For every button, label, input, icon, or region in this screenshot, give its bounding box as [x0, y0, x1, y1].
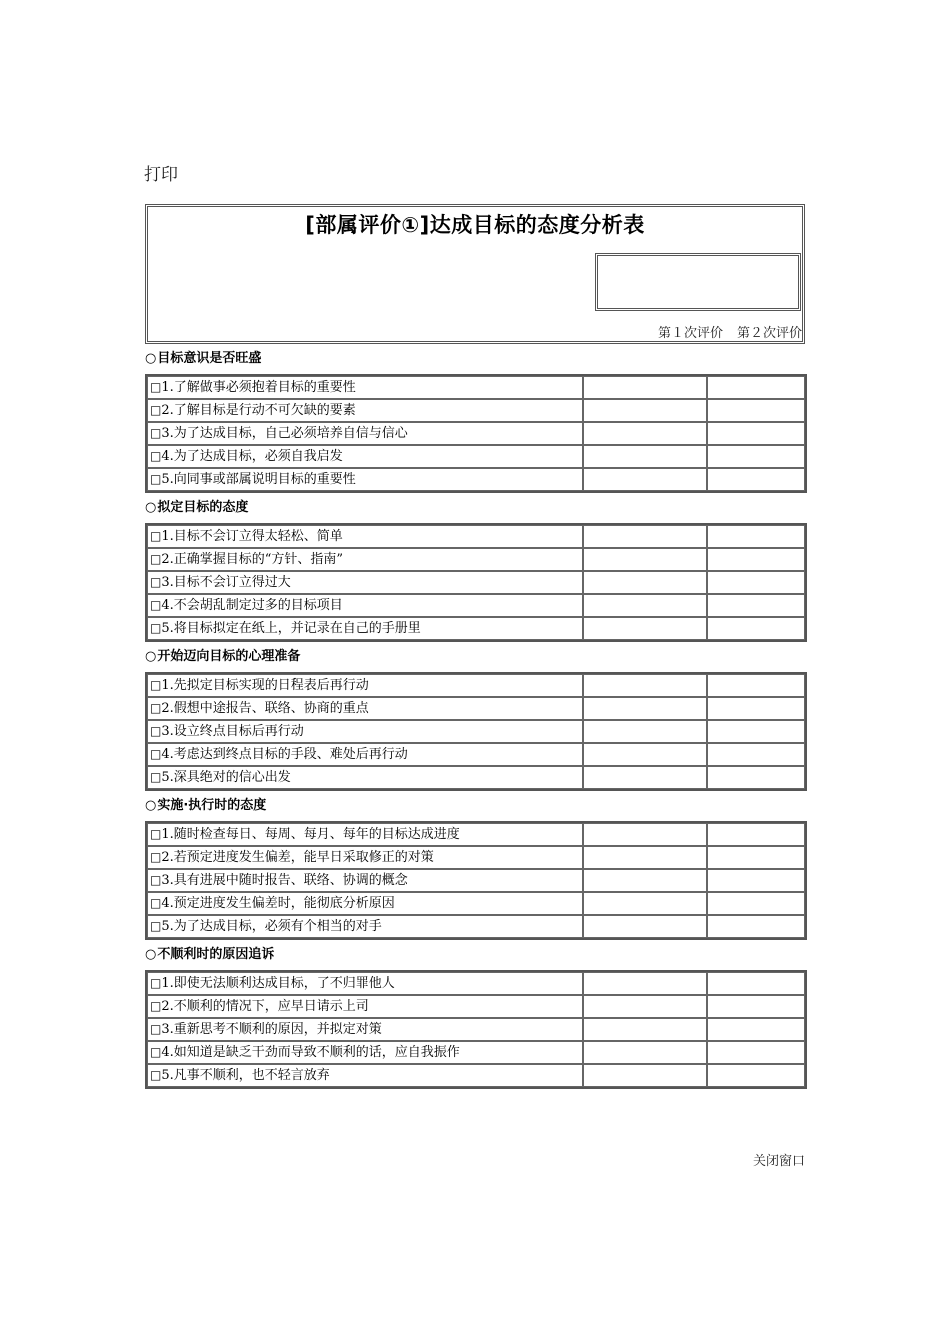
item-label-cell — [147, 468, 583, 491]
second-evaluation-cell[interactable] — [707, 995, 805, 1018]
first-evaluation-cell[interactable] — [583, 766, 707, 789]
section-title — [145, 642, 805, 672]
checkbox-icon[interactable]: □ — [150, 850, 162, 864]
checkbox-icon[interactable]: □ — [150, 380, 162, 394]
second-evaluation-cell[interactable] — [707, 1064, 805, 1087]
first-evaluation-cell[interactable] — [583, 594, 707, 617]
item-row — [147, 823, 805, 846]
item-text: 5.将目标拟定在纸上，并记录在自己的手册里 — [161, 621, 421, 636]
item-row — [147, 892, 805, 915]
item-row — [147, 915, 805, 938]
first-evaluation-cell[interactable] — [583, 846, 707, 869]
checkbox-icon[interactable]: □ — [150, 976, 162, 990]
item-label-cell — [147, 915, 583, 938]
first-evaluation-cell[interactable] — [583, 399, 707, 422]
checkbox-icon[interactable]: □ — [150, 1068, 162, 1082]
second-evaluation-cell[interactable] — [707, 697, 805, 720]
item-label-cell — [147, 1041, 583, 1064]
item-row — [147, 720, 805, 743]
item-label-cell — [147, 743, 583, 766]
second-evaluation-cell[interactable] — [707, 548, 805, 571]
item-text: 2.假想中途报告、联络、协商的重点 — [161, 701, 369, 716]
first-evaluation-cell[interactable] — [583, 571, 707, 594]
first-evaluation-cell[interactable] — [583, 422, 707, 445]
first-evaluation-cell[interactable] — [583, 915, 707, 938]
items-table — [145, 672, 807, 791]
second-evaluation-cell[interactable] — [707, 525, 805, 548]
checkbox-icon[interactable]: □ — [150, 827, 162, 841]
first-evaluation-cell[interactable] — [583, 445, 707, 468]
item-text: 3.目标不会订立得过大 — [161, 575, 291, 590]
item-label-cell — [147, 617, 583, 640]
checkbox-icon[interactable]: □ — [150, 770, 162, 784]
first-evaluation-cell[interactable] — [583, 892, 707, 915]
checkbox-icon[interactable]: □ — [150, 1045, 162, 1059]
first-evaluation-cell[interactable] — [583, 376, 707, 399]
second-evaluation-cell[interactable] — [707, 720, 805, 743]
section-title-text: 不顺利时的原因追诉 — [157, 947, 275, 962]
checkbox-icon[interactable]: □ — [150, 999, 162, 1013]
item-label-cell — [147, 697, 583, 720]
second-evaluation-cell[interactable] — [707, 915, 805, 938]
evaluation-form — [145, 204, 805, 1089]
section-title — [145, 493, 805, 523]
item-row — [147, 869, 805, 892]
circle-bullet-icon: ○ — [145, 798, 157, 813]
first-evaluation-cell[interactable] — [583, 697, 707, 720]
item-text: 3.为了达成目标，自己必须培养自信与信心 — [161, 426, 408, 441]
second-evaluation-cell[interactable] — [707, 617, 805, 640]
item-text: 5.深具绝对的信心出发 — [161, 770, 291, 785]
item-text: 4.为了达成目标，必须自我启发 — [161, 449, 343, 464]
item-text: 1.随时检查每日、每周、每月、每年的目标达成进度 — [161, 827, 460, 842]
item-row — [147, 743, 805, 766]
checkbox-icon[interactable]: □ — [150, 575, 162, 589]
first-evaluation-cell[interactable] — [583, 1041, 707, 1064]
item-label-cell — [147, 995, 583, 1018]
item-text: 3.重新思考不顺利的原因，并拟定对策 — [161, 1022, 382, 1037]
item-row — [147, 697, 805, 720]
item-label-cell — [147, 525, 583, 548]
form-title: [部属评价①]达成目标的态度分析表 — [305, 213, 645, 237]
item-text: 1.即使无法顺利达成目标，了不归罪他人 — [161, 976, 395, 991]
second-evaluation-cell[interactable] — [707, 399, 805, 422]
item-row — [147, 846, 805, 869]
checkbox-icon[interactable]: □ — [150, 472, 162, 486]
checkbox-icon[interactable]: □ — [150, 552, 162, 566]
item-label-cell — [147, 1064, 583, 1087]
item-label-cell — [147, 766, 583, 789]
first-evaluation-cell[interactable] — [583, 1064, 707, 1087]
item-row — [147, 594, 805, 617]
first-evaluation-cell[interactable] — [583, 823, 707, 846]
item-text: 4.如知道是缺乏干劲而导致不顺利的话，应自我振作 — [161, 1045, 460, 1060]
items-table — [145, 970, 807, 1089]
checkbox-icon[interactable]: □ — [150, 919, 162, 933]
second-evaluation-cell[interactable] — [707, 468, 805, 491]
form-header — [145, 204, 805, 344]
item-label-cell — [147, 1018, 583, 1041]
items-table — [145, 523, 807, 642]
item-text: 2.正确掌握目标的“方针、指南” — [161, 552, 344, 567]
item-row — [147, 445, 805, 468]
second-evaluation-cell[interactable] — [707, 376, 805, 399]
item-text: 4.预定进度发生偏差时，能彻底分析原因 — [161, 896, 395, 911]
second-evaluation-cell[interactable] — [707, 972, 805, 995]
checkbox-icon[interactable]: □ — [150, 621, 162, 635]
first-evaluation-cell[interactable] — [583, 1018, 707, 1041]
item-label-cell — [147, 846, 583, 869]
checkbox-icon[interactable]: □ — [150, 426, 162, 440]
item-row — [147, 399, 805, 422]
item-row — [147, 1018, 805, 1041]
section-title-text: 实施·执行时的态度 — [157, 798, 267, 813]
item-text: 4.不会胡乱制定过多的目标项目 — [161, 598, 343, 613]
item-label-cell — [147, 445, 583, 468]
item-label-cell — [147, 376, 583, 399]
checkbox-icon[interactable]: □ — [150, 724, 162, 738]
first-evaluation-cell[interactable] — [583, 548, 707, 571]
item-text: 5.凡事不顺利，也不轻言放弃 — [161, 1068, 330, 1083]
item-row — [147, 422, 805, 445]
item-text: 2.了解目标是行动不可欠缺的要素 — [161, 403, 356, 418]
item-text: 3.设立终点目标后再行动 — [161, 724, 304, 739]
item-label-cell — [147, 674, 583, 697]
item-label-cell — [147, 972, 583, 995]
checkbox-icon[interactable]: □ — [150, 747, 162, 761]
checkbox-icon[interactable]: □ — [150, 873, 162, 887]
second-evaluation-cell[interactable] — [707, 869, 805, 892]
section-title — [145, 791, 805, 821]
second-evaluation-cell[interactable] — [707, 1018, 805, 1041]
item-label-cell — [147, 399, 583, 422]
item-text: 5.向同事或部属说明目标的重要性 — [161, 472, 356, 487]
second-evaluation-cell[interactable] — [707, 743, 805, 766]
second-evaluation-cell[interactable] — [707, 674, 805, 697]
item-row — [147, 1041, 805, 1064]
item-row — [147, 468, 805, 491]
section-title-text: 目标意识是否旺盛 — [157, 351, 262, 366]
circle-bullet-icon: ○ — [145, 649, 157, 664]
item-row — [147, 571, 805, 594]
checkbox-icon[interactable]: □ — [150, 701, 162, 715]
second-evaluation-header: 第２次评价 — [736, 326, 802, 341]
first-evaluation-cell[interactable] — [583, 674, 707, 697]
item-text: 4.考虑达到终点目标的手段、难处后再行动 — [161, 747, 408, 762]
second-evaluation-cell[interactable] — [707, 846, 805, 869]
checkbox-icon[interactable]: □ — [150, 403, 162, 417]
section-title — [145, 344, 805, 374]
name-box — [595, 253, 801, 311]
item-text: 1.先拟定目标实现的日程表后再行动 — [161, 678, 369, 693]
first-evaluation-header: 第１次评价 — [657, 326, 723, 341]
section-title-text: 开始迈向目标的心理准备 — [157, 649, 301, 664]
items-table — [145, 821, 807, 940]
items-table — [145, 374, 807, 493]
item-label-cell — [147, 892, 583, 915]
item-row — [147, 617, 805, 640]
close-window-link[interactable]: 关闭窗口 — [752, 1154, 805, 1169]
item-text: 5.为了达成目标，必须有个相当的对手 — [161, 919, 382, 934]
item-text: 3.具有进展中随时报告、联络、协调的概念 — [161, 873, 408, 888]
circle-bullet-icon: ○ — [145, 947, 157, 962]
circle-bullet-icon: ○ — [145, 500, 157, 515]
item-label-cell — [147, 571, 583, 594]
item-row — [147, 548, 805, 571]
item-label-cell — [147, 548, 583, 571]
checkbox-icon[interactable]: □ — [150, 529, 162, 543]
checkbox-icon[interactable]: □ — [150, 678, 162, 692]
first-evaluation-cell[interactable] — [583, 743, 707, 766]
first-evaluation-cell[interactable] — [583, 995, 707, 1018]
second-evaluation-cell[interactable] — [707, 1041, 805, 1064]
item-text: 2.若预定进度发生偏差，能早日采取修正的对策 — [161, 850, 434, 865]
item-row — [147, 972, 805, 995]
item-text: 2.不顺利的情况下，应早日请示上司 — [161, 999, 369, 1014]
checkbox-icon[interactable]: □ — [150, 1022, 162, 1036]
second-evaluation-cell[interactable] — [707, 571, 805, 594]
checkbox-icon[interactable]: □ — [150, 896, 162, 910]
section-title — [145, 940, 805, 970]
first-evaluation-cell[interactable] — [583, 525, 707, 548]
checkbox-icon[interactable]: □ — [150, 598, 162, 612]
second-evaluation-cell[interactable] — [707, 445, 805, 468]
first-evaluation-cell[interactable] — [583, 869, 707, 892]
first-evaluation-cell[interactable] — [583, 617, 707, 640]
item-row — [147, 525, 805, 548]
first-evaluation-cell[interactable] — [583, 468, 707, 491]
item-row — [147, 674, 805, 697]
first-evaluation-cell[interactable] — [583, 720, 707, 743]
first-evaluation-cell[interactable] — [583, 972, 707, 995]
second-evaluation-cell[interactable] — [707, 892, 805, 915]
sections — [145, 344, 805, 1089]
item-row — [147, 995, 805, 1018]
second-evaluation-cell[interactable] — [707, 422, 805, 445]
item-label-cell — [147, 594, 583, 617]
checkbox-icon[interactable]: □ — [150, 449, 162, 463]
item-text: 1.了解做事必须抱着目标的重要性 — [161, 380, 356, 395]
item-row — [147, 376, 805, 399]
print-link[interactable]: 打印 — [144, 165, 178, 185]
item-label-cell — [147, 720, 583, 743]
evaluation-column-headers — [644, 322, 802, 341]
item-row — [147, 766, 805, 789]
second-evaluation-cell[interactable] — [707, 766, 805, 789]
item-label-cell — [147, 869, 583, 892]
item-text: 1.目标不会订立得太轻松、简单 — [161, 529, 343, 544]
item-label-cell — [147, 422, 583, 445]
second-evaluation-cell[interactable] — [707, 594, 805, 617]
circle-bullet-icon: ○ — [145, 351, 157, 366]
second-evaluation-cell[interactable] — [707, 823, 805, 846]
item-label-cell — [147, 823, 583, 846]
section-title-text: 拟定目标的态度 — [157, 500, 249, 515]
item-row — [147, 1064, 805, 1087]
